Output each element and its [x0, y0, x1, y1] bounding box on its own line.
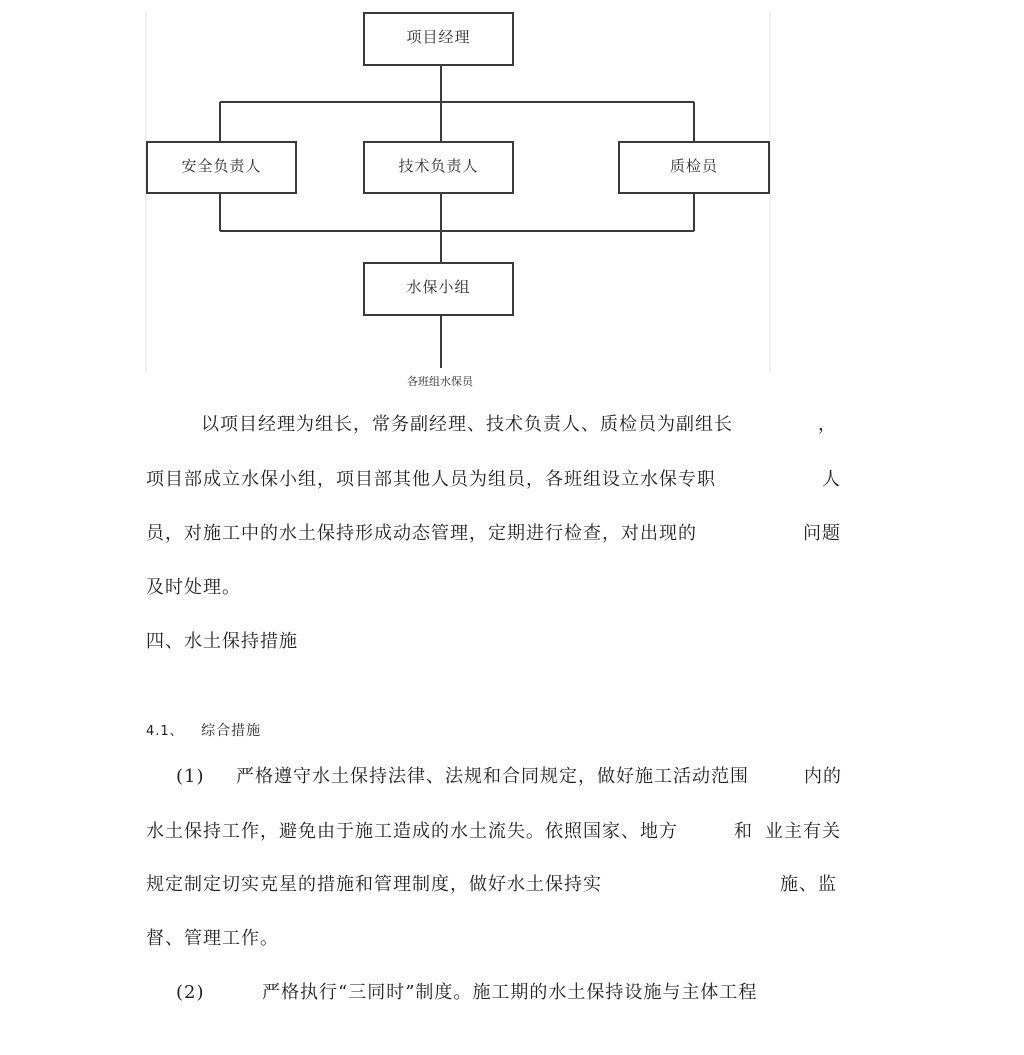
org-box-label: 安全负责人 [181, 157, 262, 175]
text: 项目部成立水保小组，项目部其他人员为组员，各班组设立水保专职 [146, 469, 716, 490]
paragraph-1-line-4 [146, 576, 241, 600]
item-1-line-4 [146, 927, 279, 951]
org-box-label: 质检员 [669, 157, 718, 175]
item-1-line-2-mid [734, 820, 753, 844]
text: (2) [176, 982, 205, 1003]
subsection-heading [146, 719, 261, 744]
text: ， [818, 414, 837, 435]
org-box-safety-lead [146, 141, 297, 194]
org-box-label: 水保小组 [406, 278, 471, 296]
org-chart [0, 0, 1024, 400]
text: 员，对施工中的水土保持形成动态管理，定期进行检查，对出现的 [146, 523, 697, 544]
paragraph-1-line-2 [146, 468, 716, 492]
item-1-line-3-tail [780, 873, 837, 897]
paragraph-1-line-1 [201, 413, 733, 437]
text: (1) [176, 766, 205, 787]
item-1-line-2-tail [765, 820, 841, 844]
subsection-title: 综合措施 [201, 723, 262, 739]
item-1-line-3 [146, 873, 602, 897]
text: 督、管理工作。 [146, 928, 279, 949]
item-1-line-2 [146, 820, 678, 844]
text: 严格遵守水土保持法律、法规和合同规定，做好施工活动范围 [236, 766, 749, 787]
text: 及时处理。 [146, 577, 241, 598]
org-box-label: 项目经理 [406, 28, 471, 46]
paragraph-1-line-3-tail [803, 522, 841, 546]
text: 四、水土保持措施 [146, 631, 298, 652]
org-box-quality-inspector [618, 141, 770, 194]
item-1-number [176, 765, 205, 789]
text: 水土保持工作，避免由于施工造成的水土流失。依照国家、地方 [146, 821, 678, 842]
text: 业主有关 [765, 821, 841, 842]
paragraph-1-line-3 [146, 522, 697, 546]
item-1-line-1 [236, 765, 749, 789]
item-2-line-1 [262, 981, 757, 1005]
item-2-number [176, 981, 205, 1005]
text: 内的 [804, 766, 842, 787]
text: 施、监 [780, 874, 837, 895]
org-box-project-manager [363, 12, 514, 66]
org-box-technical-lead [363, 141, 514, 194]
text: 问题 [803, 523, 841, 544]
text: 严格执行“三同时”制度。施工期的水土保持设施与主体工程 [262, 982, 758, 1003]
section-heading [146, 630, 298, 654]
text: 规定制定切实克星的措施和管理制度，做好水土保持实 [146, 874, 602, 895]
org-chart-caption: 各班组水保员 [407, 375, 473, 388]
text: 和 [734, 821, 753, 842]
text: 人 [822, 469, 841, 490]
paragraph-1-line-2-tail [822, 468, 841, 492]
paragraph-1-line-1-tail [818, 413, 837, 437]
org-box-label: 技术负责人 [398, 157, 479, 175]
org-box-soil-water-team [363, 262, 514, 316]
subsection-number: 4.1、 [146, 724, 184, 739]
text: 以项目经理为组长，常务副经理、技术负责人、质检员为副组长 [201, 414, 733, 435]
item-1-line-1-tail [804, 765, 842, 789]
